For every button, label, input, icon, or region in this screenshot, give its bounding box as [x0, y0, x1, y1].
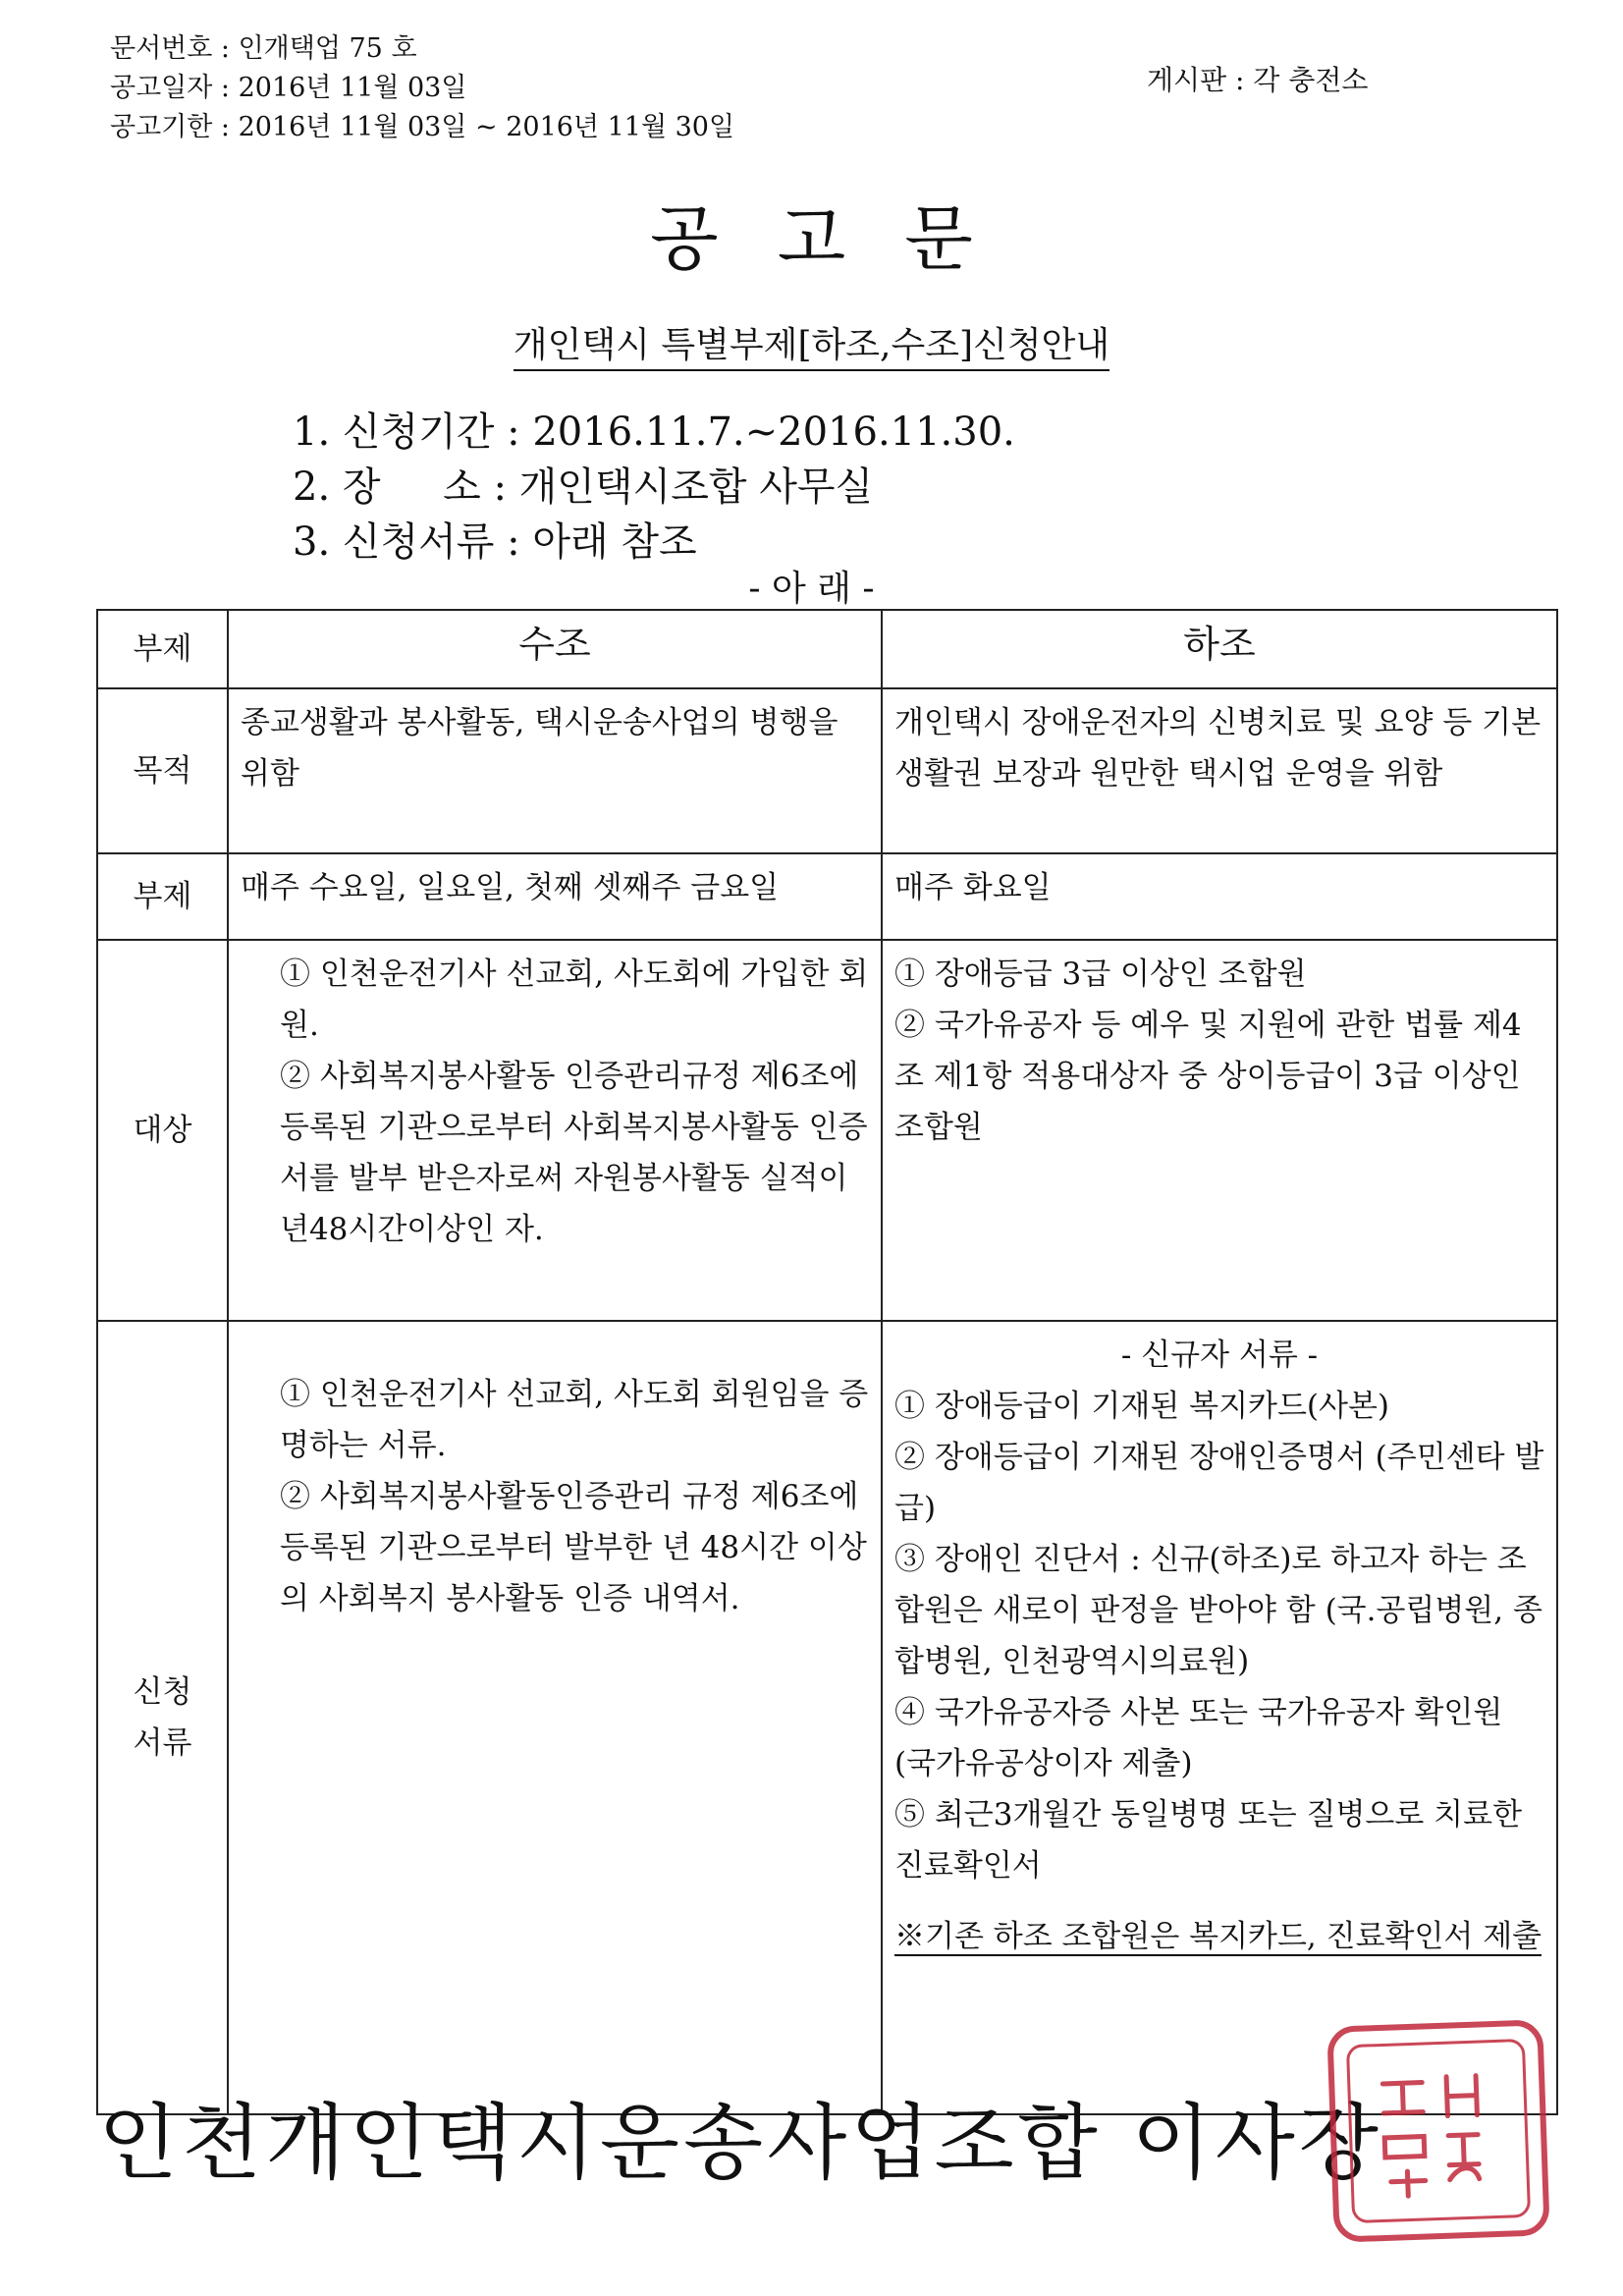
table-header-row	[97, 610, 1557, 688]
table-row	[97, 688, 1557, 853]
table-row	[97, 853, 1557, 940]
target-suzo	[228, 940, 882, 1321]
table-row	[97, 1321, 1557, 2114]
list-item: ③ 장애인 진단서 : 신규(하조)로 하고자 하는 조합원은 새로이 판정을 받아야 함 (국.공립병원, 종합병원, 인천광역시의료원)	[894, 1542, 1542, 1679]
announce-date: 공고일자 : 2016년 11월 03일	[110, 73, 467, 103]
seal-glyph-icon	[1362, 2054, 1514, 2207]
page-subtitle	[0, 317, 1623, 367]
list-item: ④ 국가유공자증 사본 또는 국가유공자 확인원 (국가유공상이자 제출)	[894, 1695, 1503, 1781]
rotation-table	[96, 609, 1558, 2115]
issuer-signature-line: 인천개인택시운송사업조합 이사장	[98, 2095, 1382, 2191]
header-suzo: 수조	[228, 610, 882, 688]
docs-suzo	[228, 1321, 882, 2114]
list-item: ① 장애등급 3급 이상인 조합원	[894, 957, 1307, 992]
day-hajo: 매주 화요일	[882, 853, 1557, 940]
list-item: ② 장애등급이 기재된 장애인증명서 (주민센타 발급)	[894, 1440, 1544, 1526]
table-row	[97, 940, 1557, 1321]
application-items	[293, 405, 1015, 570]
announce-period: 공고기한 : 2016년 11월 03일 ~ 2016년 11월 30일	[110, 112, 735, 142]
list-item: ① 장애등급이 기재된 복지카드(사본)	[894, 1389, 1389, 1424]
purpose-label: 목적	[97, 688, 228, 853]
board-location: 게시판 : 각 충전소	[1147, 64, 1369, 96]
existing-member-note	[894, 1911, 1544, 1962]
list-item: ① 인천운전기사 선교회, 사도회 회원임을 증명하는 서류.	[280, 1377, 869, 1463]
subtitle-text: 개인택시 특별부제[하조,수조]신청안내	[514, 325, 1109, 371]
purpose-suzo: 종교생활과 봉사활동, 택시운송사업의 병행을 위함	[228, 688, 882, 853]
list-item: ② 사회복지봉사활동인증관리 규정 제6조에 등록된 기관으로부터 발부한 년 48시간 이상의 사회복지 봉사활동 인증 내역서.	[280, 1479, 867, 1616]
below-marker: - 아 래 -	[748, 569, 875, 609]
page-title: 공고문	[650, 197, 1032, 280]
item-documents: 3. 신청서류 : 아래 참조	[293, 519, 697, 565]
docs-label	[97, 1321, 228, 2114]
doc-number: 문서번호 : 인개택업 75 호	[110, 33, 417, 64]
docs-label-line2: 서류	[133, 1725, 192, 1761]
target-label: 대상	[97, 940, 228, 1321]
list-item: ⑤ 최근3개월간 동일병명 또는 질병으로 치료한 진료확인서	[894, 1797, 1523, 1884]
list-item: ② 국가유공자 등 예우 및 지원에 관한 법률 제4조 제1항 적용대상자 중 상이등급이 3급 이상인 조합원	[894, 1008, 1522, 1145]
list-item: ① 인천운전기사 선교회, 사도회에 가입한 회원.	[280, 957, 869, 1043]
note-text: ※기존 하조 조합원은 복지카드, 진료확인서 제출	[894, 1919, 1542, 1954]
new-applicant-heading: - 신규자 서류 -	[1120, 1338, 1319, 1373]
seal-inner-border	[1346, 2039, 1531, 2223]
official-seal-stamp	[1326, 2019, 1550, 2243]
item-place: 2. 장 소 : 개인택시조합 사무실	[293, 465, 874, 510]
day-label: 부제	[97, 853, 228, 940]
header-hajo: 하조	[882, 610, 1557, 688]
item-period: 1. 신청기간 : 2016.11.7.~2016.11.30.	[293, 410, 1015, 455]
purpose-hajo: 개인택시 장애운전자의 신병치료 및 요양 등 기본생활권 보장과 원만한 택시업 운영을 위함	[882, 688, 1557, 853]
document-meta	[110, 29, 734, 147]
day-suzo: 매주 수요일, 일요일, 첫째 셋째주 금요일	[228, 853, 882, 940]
target-hajo	[882, 940, 1557, 1321]
header-label: 부제	[97, 610, 228, 688]
docs-label-line1: 신청	[133, 1674, 192, 1710]
docs-hajo	[882, 1321, 1557, 2114]
list-item: ② 사회복지봉사활동 인증관리규정 제6조에 등록된 기관으로부터 사회복지봉사활동 인증서를 발부 받은자로써 자원봉사활동 실적이 년48시간이상인 자.	[280, 1059, 868, 1247]
